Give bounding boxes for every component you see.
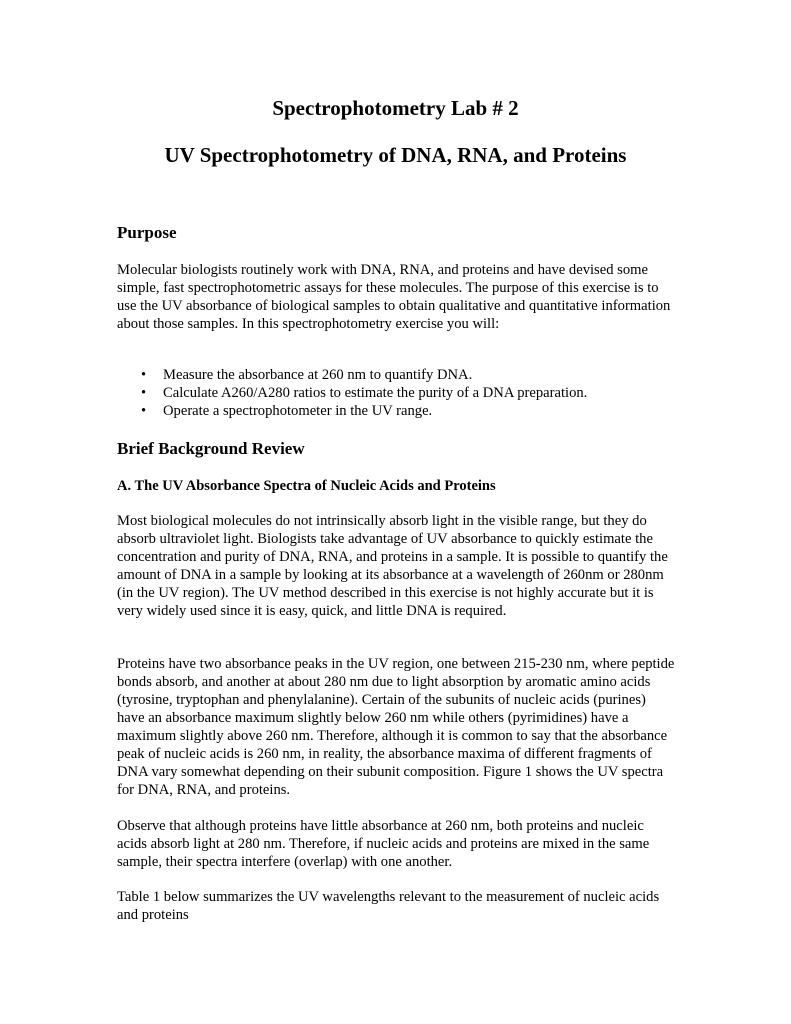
- bullet-icon: •: [141, 403, 147, 419]
- background-paragraph-4: Table 1 below summarizes the UV wavelengths relevant to the measurement of nucleic acids and proteins: [117, 889, 660, 923]
- list-item-text: Calculate A260/A280 ratios to estimate the purity of a DNA preparation.: [163, 385, 588, 401]
- list-item: [117, 366, 677, 384]
- list-item: [117, 384, 677, 402]
- purpose-intro-paragraph: Molecular biologists routinely work with DNA, RNA, and proteins and have devised some simple, fast spectrophotometric assays for these molecules. The purpose of this exercise is to use the UV absorbance of biological samples to obtain qualitative and quantitative information about those samples. In this spectrophotometry exercise you will:: [117, 262, 671, 332]
- bullet-icon: •: [141, 367, 147, 383]
- list-item-text: Measure the absorbance at 260 nm to quantify DNA.: [163, 367, 473, 383]
- background-paragraph-2: Proteins have two absorbance peaks in the UV region, one between 215-230 nm, where peptide bonds absorb, and another at about 280 nm due to light absorption by aromatic amino acids (tyrosine, tryptophan and phenylalanine). Certain of the subunits of nucleic acids (purines) have an absorbance maximum slightly below 260 nm while others (pyrimidines) have a maximum slightly above 260 nm. Therefore, although it is common to say that the absorbance peak of nucleic acids is 260 nm, in reality, the absorbance maxima of different fragments of DNA vary somewhat depending on their subunit composition. Figure 1 shows the UV spectra for DNA, RNA, and proteins.: [117, 656, 675, 798]
- list-item-text: Operate a spectrophotometer in the UV range.: [163, 403, 433, 419]
- bullet-icon: •: [141, 385, 147, 401]
- document-subtitle: UV Spectrophotometry of DNA, RNA, and Proteins: [164, 143, 627, 167]
- purpose-bullet-list: [117, 366, 677, 420]
- background-heading: Brief Background Review: [117, 439, 305, 458]
- background-subheading: A. The UV Absorbance Spectra of Nucleic Acids and Proteins: [117, 478, 496, 494]
- background-paragraph-3: Observe that although proteins have little absorbance at 260 nm, both proteins and nucleic acids absorb light at 280 nm. Therefore, if nucleic acids and proteins are mixed in the same sample, their spectra interfere (overlap) with one another.: [117, 818, 650, 870]
- purpose-heading: Purpose: [117, 223, 177, 242]
- background-paragraph-1: Most biological molecules do not intrinsically absorb light in the visible range, but they do absorb ultraviolet light. Biologists take advantage of UV absorbance to quickly estimate the concentration and purity of DNA, RNA, and proteins in a sample. It is possible to quantify the amount of DNA in a sample by looking at its absorbance at a wavelength of 260nm or 280nm (in the UV region). The UV method described in this exercise is not highly accurate but it is very widely used since it is easy, quick, and little DNA is required.: [117, 513, 668, 619]
- document-title: Spectrophotometry Lab # 2: [272, 96, 519, 120]
- list-item: [117, 402, 677, 420]
